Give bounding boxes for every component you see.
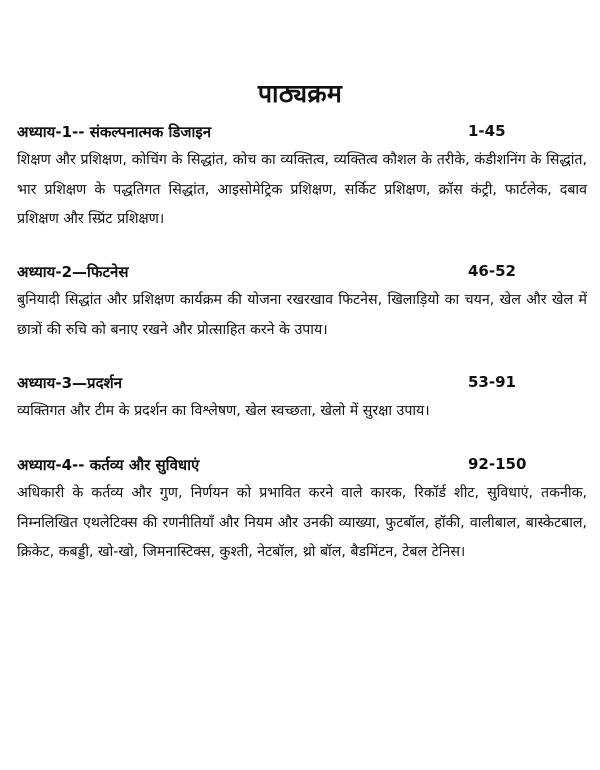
chapter-2 — [17, 262, 587, 345]
chapter-header — [17, 122, 587, 146]
chapter-heading: अध्याय-4-- कर्तव्य और सुविधाएं — [17, 456, 200, 474]
chapter-1 — [17, 122, 587, 235]
chapter-heading: अध्याय-2—फिटनेस — [17, 263, 129, 281]
chapter-header — [17, 262, 587, 286]
chapter-page-range: 46-52 — [468, 262, 516, 280]
chapter-description: व्यक्तिगत और टीम के प्रदर्शन का विश्लेषण, खेल स्वच्छता, खेलो में सुरक्षा उपाय। — [17, 403, 430, 419]
chapter-page-range: 53-91 — [468, 373, 516, 391]
chapter-description: अधिकारी के कर्तव्य और गुण, निर्णयन को प्रभावित करने वाले कारक, रिकॉर्ड शीट, सुविधाएं, तकनीक, निम्नलिखित एथलेटिक्स की रणनीतियाँ और नियम और उनकी व्याख्या, फुटबॉल, हॉकी, वालीबाल, बास्केटबाल, क्रिकेट, कबड्डी, खो-खो, जिमनास्टिक्स, कुश्ती, नेटबॉल, थ्रो बॉल, बैडमिंटन, टेबल टेनिस। — [17, 485, 587, 560]
chapter-3 — [17, 373, 587, 427]
chapter-page-range: 1-45 — [468, 122, 506, 140]
chapter-page-range: 92-150 — [468, 455, 527, 473]
chapter-4 — [17, 455, 587, 568]
chapter-heading: अध्याय-1-- संकल्पनात्मक डिजाइन — [17, 123, 212, 141]
chapter-heading: अध्याय-3—प्रदर्शन — [17, 374, 123, 392]
chapter-description: शिक्षण और प्रशिक्षण, कोचिंग के सिद्धांत, कोच का व्यक्तित्व, व्यक्तित्व कौशल के तरीके, कंडीशनिंग के सिद्धांत, भार प्रशिक्षण के पद्धतिगत सिद्धांत, आइसोमेट्रिक प्रशिक्षण, सर्किट प्रशिक्षण, क्रॉस कंट्री, फार्टलेक, दबाव प्रशिक्षण और स्प्रिंट प्रशिक्षण। — [17, 152, 587, 227]
chapter-header — [17, 373, 587, 397]
chapter-description: बुनियादी सिद्धांत और प्रशिक्षण कार्यक्रम की योजना रखरखाव फिटनेस, खिलाड़ियो का चयन, खेल और खेल में छात्रों की रुचि को बनाए रखने और प्रोत्साहित करने के उपाय। — [17, 292, 587, 338]
chapter-header — [17, 455, 587, 479]
page-title: पाठ्यक्रम — [257, 79, 343, 108]
